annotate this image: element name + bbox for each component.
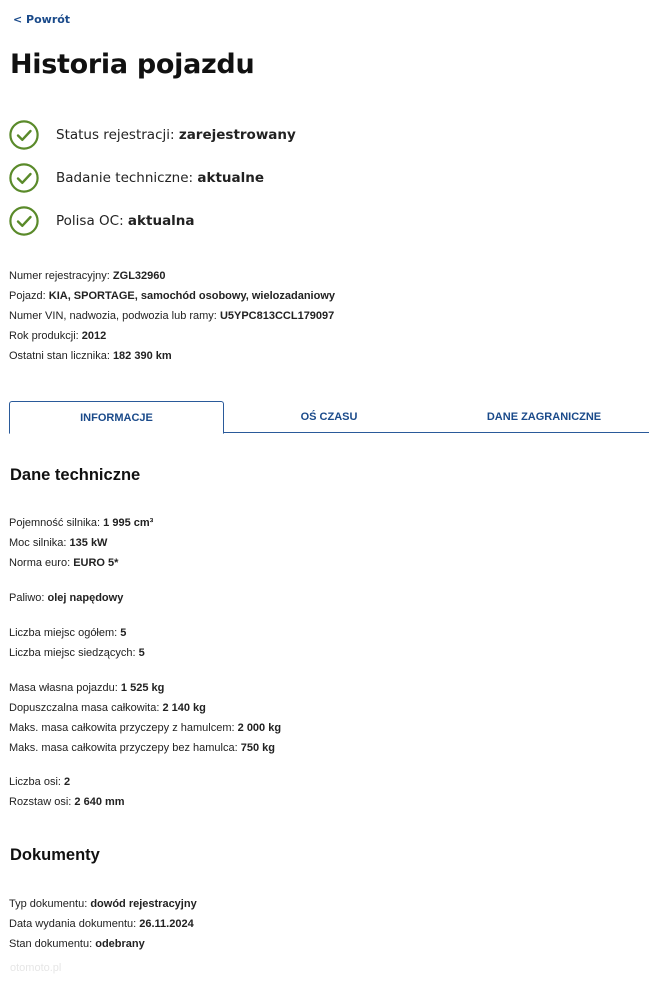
status-value: aktualna	[127, 213, 195, 229]
tech-row: Liczba miejsc siedzących: 5	[9, 647, 145, 659]
tech-row: Dopuszczalna masa całkowita: 2 140 kg	[9, 702, 206, 714]
tab-informacje[interactable]: INFORMACJE	[9, 401, 224, 434]
status-label: Polisa OC:	[56, 213, 128, 229]
status-value: aktualne	[197, 170, 265, 186]
status-insurance	[9, 205, 195, 237]
doc-row: Data wydania dokumentu: 26.11.2024	[9, 918, 194, 930]
tech-row: Norma euro: EURO 5*	[9, 557, 119, 569]
back-link[interactable]: < Powrót	[13, 13, 71, 26]
section-title-tech: Dane techniczne	[10, 466, 141, 484]
check-circle-icon	[9, 206, 39, 236]
production-year: Rok produkcji: 2012	[9, 330, 107, 342]
vin-number: Numer VIN, nadwozia, podwozia lub ramy: U5YPC813CCL179097	[9, 310, 335, 322]
status-registration	[9, 119, 296, 151]
tech-row: Liczba miejsc ogółem: 5	[9, 627, 127, 639]
tech-row: Liczba osi: 2	[9, 776, 71, 788]
doc-row: Stan dokumentu: odebrany	[9, 938, 145, 950]
doc-row: Typ dokumentu: dowód rejestracyjny	[9, 898, 197, 910]
tech-row: Paliwo: olej napędowy	[9, 592, 124, 604]
tech-row: Maks. masa całkowita przyczepy bez hamulca: 750 kg	[9, 742, 275, 754]
tab-bar	[9, 401, 649, 433]
check-circle-icon	[9, 163, 39, 193]
status-label: Badanie techniczne:	[56, 170, 198, 186]
odometer: Ostatni stan licznika: 182 390 km	[9, 350, 172, 362]
status-value: zarejestrowany	[178, 127, 296, 143]
page-title: Historia pojazdu	[10, 49, 255, 80]
watermark: otomoto.pl	[10, 962, 62, 974]
section-title-docs: Dokumenty	[10, 846, 100, 864]
registration-number: Numer rejestracyjny: ZGL32960	[9, 270, 166, 282]
tab-os-czasu[interactable]: OŚ CZASU	[300, 411, 358, 423]
tech-row: Masa własna pojazdu: 1 525 kg	[9, 682, 165, 694]
status-label: Status rejestracji:	[56, 127, 179, 143]
tech-row: Maks. masa całkowita przyczepy z hamulcem: 2 000 kg	[9, 722, 282, 734]
status-inspection	[9, 162, 264, 194]
vehicle-model: Pojazd: KIA, SPORTAGE, samochód osobowy, wielozadaniowy	[9, 290, 335, 302]
vehicle-info	[9, 266, 335, 366]
tech-row: Pojemność silnika: 1 995 cm³	[9, 517, 154, 529]
tech-row: Moc silnika: 135 kW	[9, 537, 108, 549]
tab-dane-zagraniczne[interactable]: DANE ZAGRANICZNE	[486, 411, 602, 423]
tech-row: Rozstaw osi: 2 640 mm	[9, 796, 125, 808]
check-circle-icon	[9, 120, 39, 150]
